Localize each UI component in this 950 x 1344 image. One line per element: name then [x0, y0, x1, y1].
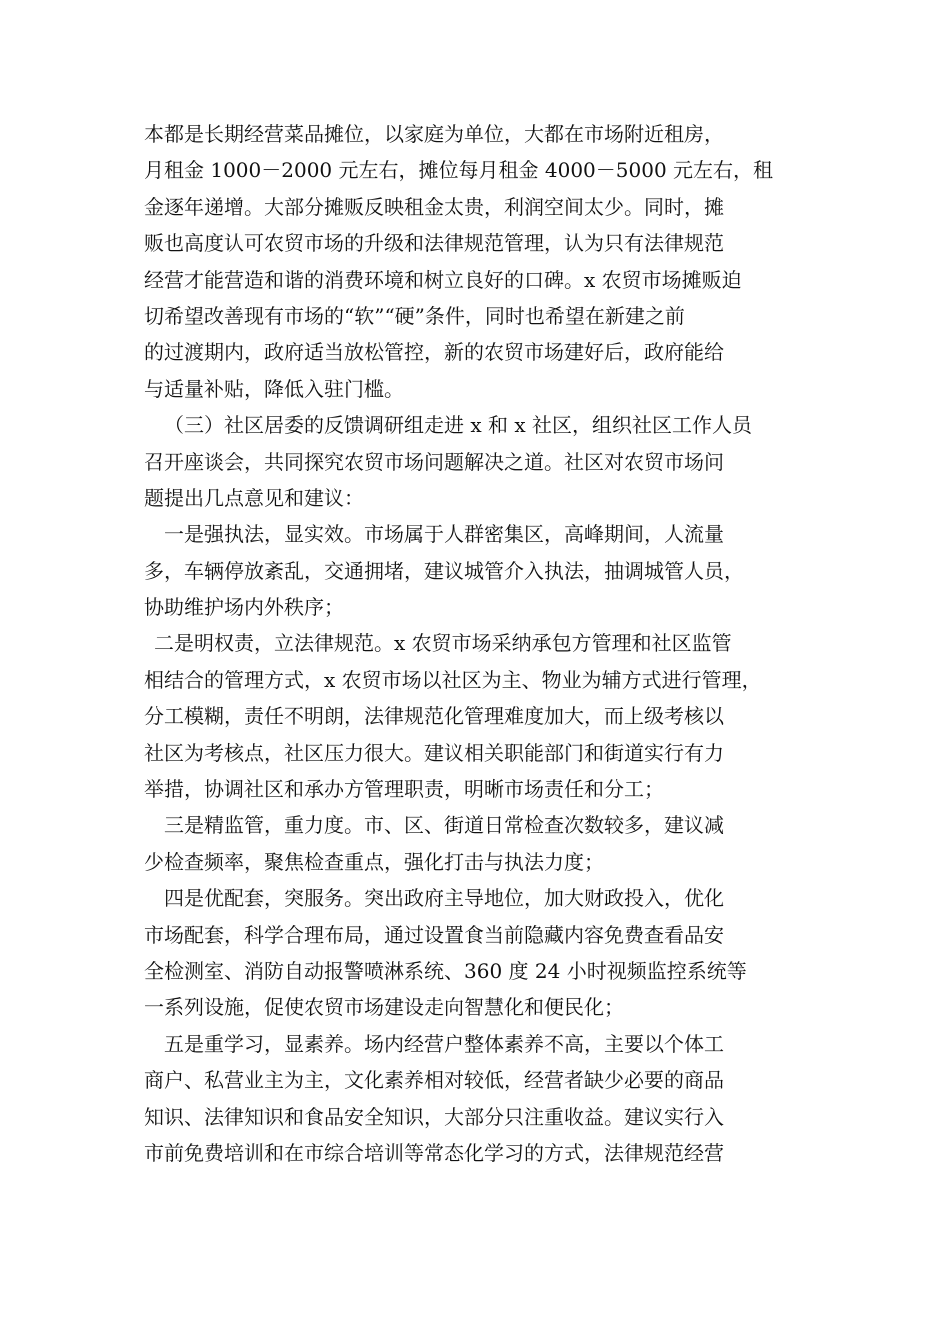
- body-line: 举措，协调社区和承办方管理职责，明晰市场责任和分工；: [144, 777, 664, 802]
- body-line: 社区为考核点，社区压力很大。建议相关职能部门和街道实行有力: [144, 740, 724, 765]
- section-heading-line: （三）社区居委的反馈调研组走进 x 和 x 社区，组织社区工作人员: [164, 413, 752, 438]
- body-line: 经营才能营造和谐的消费环境和树立良好的口碑。x 农贸市场摊贩迫: [144, 267, 742, 292]
- body-line: 的过渡期内，政府适当放松管控，新的农贸市场建好后，政府能给: [144, 340, 724, 365]
- list-item-line: 四是优配套，突服务。突出政府主导地位，加大财政投入，优化: [164, 886, 724, 911]
- document-body: [144, 116, 808, 1171]
- body-line: 多，车辆停放紊乱，交通拥堵，建议城管介入执法，抽调城管人员，: [144, 558, 744, 583]
- body-line: 月租金 1000－2000 元左右，摊位每月租金 4000－5000 元左右，租: [144, 158, 774, 183]
- body-line: 协助维护场内外秩序；: [144, 595, 344, 620]
- body-line: 知识、法律知识和食品安全知识，大部分只注重收益。建议实行入: [144, 1104, 724, 1129]
- body-line: 召开座谈会，共同探究农贸市场问题解决之道。社区对农贸市场问: [144, 449, 724, 474]
- body-line: 与适量补贴，降低入驻门槛。: [144, 376, 404, 401]
- list-item-line: 三是精监管，重力度。市、区、街道日常检查次数较多，建议减: [164, 813, 724, 838]
- body-line: 分工模糊，责任不明朗，法律规范化管理难度加大，而上级考核以: [144, 704, 724, 729]
- list-item-line: 一是强执法，显实效。市场属于人群密集区，高峰期间，人流量: [164, 522, 724, 547]
- list-item-line: 二是明权责，立法律规范。x 农贸市场采纳承包方管理和社区监管: [154, 631, 732, 656]
- body-line: 切希望改善现有市场的“软”“硬”条件，同时也希望在新建之前: [144, 303, 685, 328]
- body-line: 题提出几点意见和建议：: [144, 485, 364, 510]
- body-line: 全检测室、消防自动报警喷淋系统、360 度 24 小时视频监控系统等: [144, 958, 747, 983]
- body-line: 相结合的管理方式，x 农贸市场以社区为主、物业为辅方式进行管理，: [144, 667, 762, 692]
- body-line: 一系列设施，促使农贸市场建设走向智慧化和便民化；: [144, 995, 624, 1020]
- body-line: 市前免费培训和在市综合培训等常态化学习的方式，法律规范经营: [144, 1140, 724, 1165]
- body-line: 市场配套，科学合理布局，通过设置食当前隐藏内容免费查看品安: [144, 922, 724, 947]
- body-line: 少检查频率，聚焦检查重点，强化打击与执法力度；: [144, 849, 604, 874]
- list-item-line: 五是重学习，显素养。场内经营户整体素养不高，主要以个体工: [164, 1031, 724, 1056]
- body-line: 金逐年递增。大部分摊贩反映租金太贵，利润空间太少。同时，摊: [144, 194, 724, 219]
- body-line: 商户、私营业主为主，文化素养相对较低，经营者缺少必要的商品: [144, 1068, 724, 1093]
- body-line: 贩也高度认可农贸市场的升级和法律规范管理，认为只有法律规范: [144, 231, 724, 256]
- body-line: 本都是长期经营菜品摊位，以家庭为单位，大都在市场附近租房，: [144, 122, 724, 146]
